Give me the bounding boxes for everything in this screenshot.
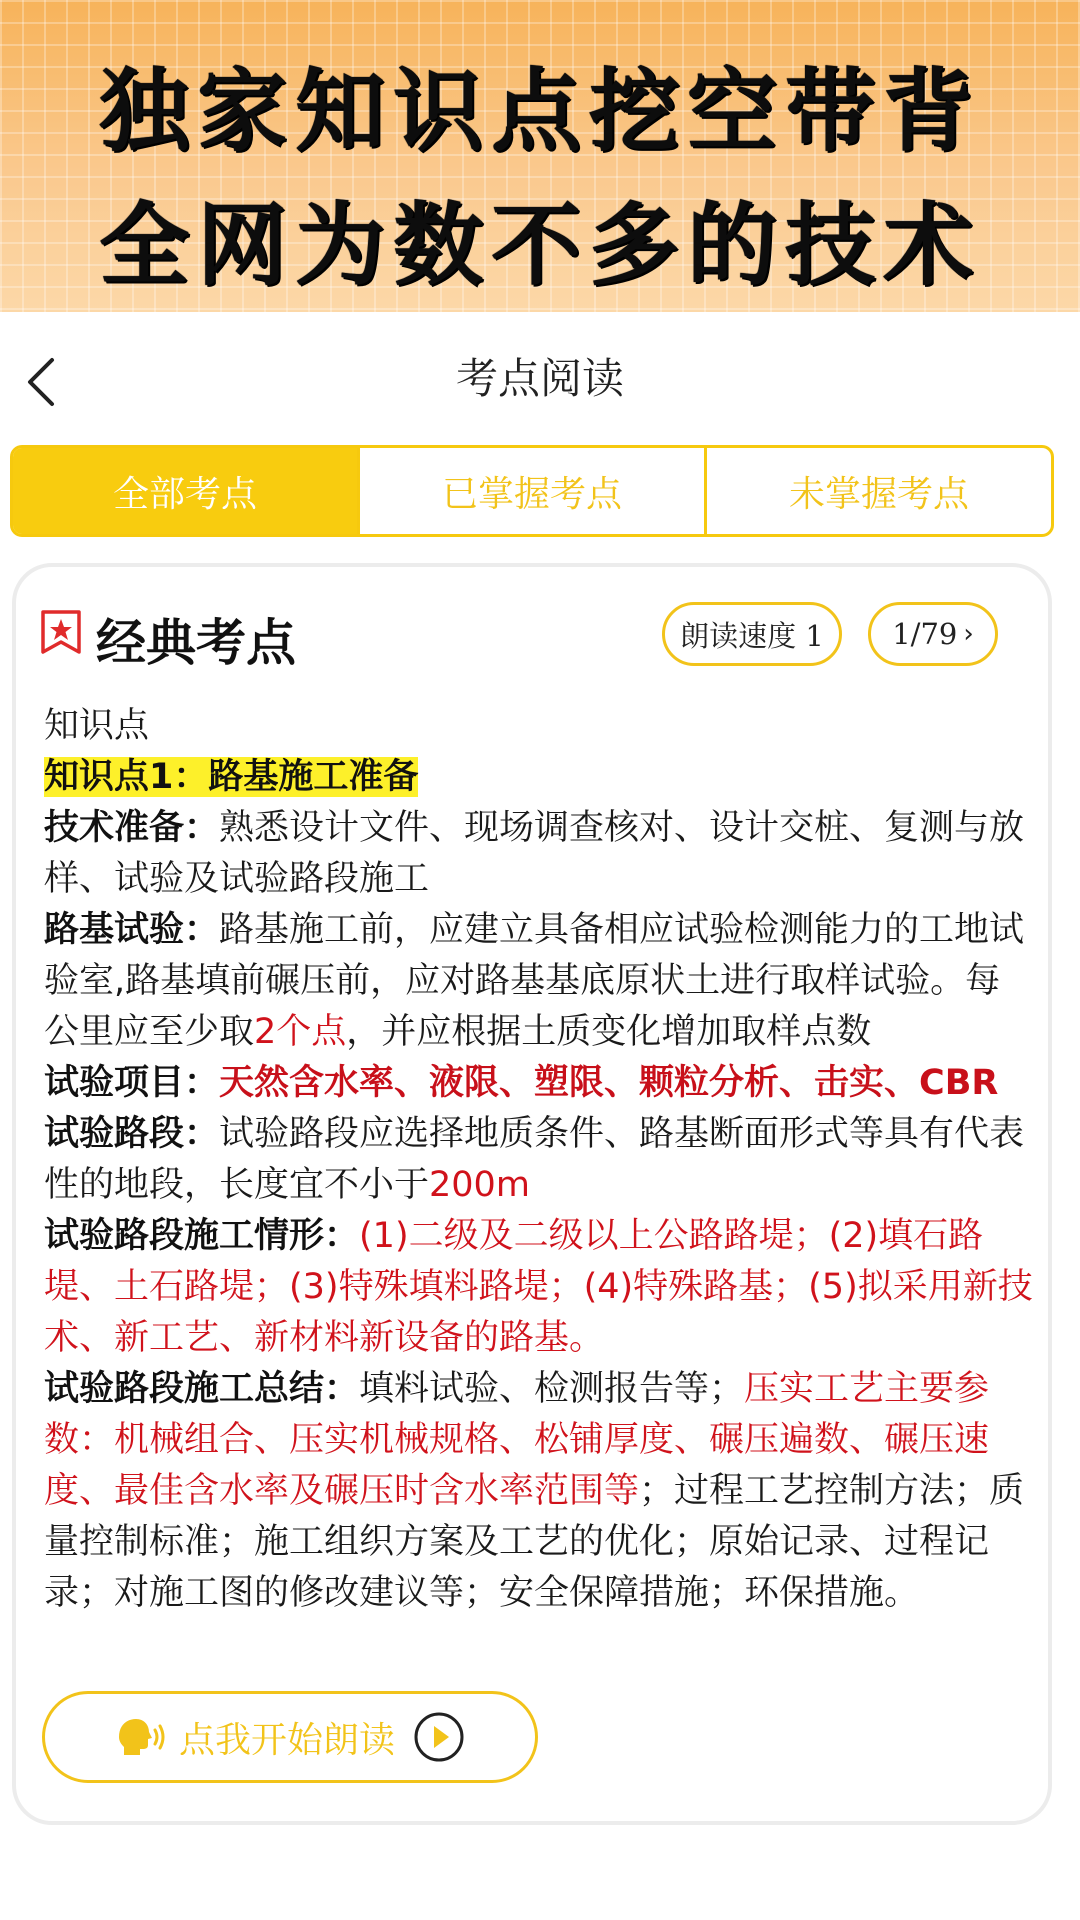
nav-bar [0,312,1080,442]
page-indicator-button[interactable] [868,602,998,666]
card-header [16,567,1048,697]
start-reading-label: 点我开始朗读 [178,1719,395,1761]
reading-speed-button[interactable]: 朗读速度 1 [662,602,842,666]
content-heading: 知识点 [44,706,150,746]
banner-headline-2: 全网为数不多的技术 [99,193,981,298]
start-reading-button[interactable] [42,1691,538,1783]
promo-banner [0,0,1080,312]
paragraph-test-section: 试验路段：试验路段应选择地质条件、路基断面形式等具有代表性的地段，长度宜不小于200m [44,1114,1025,1205]
card-title: 经典考点 [96,614,296,672]
page-title: 考点阅读 [455,354,624,403]
tab-mastered-points[interactable]: 已掌握考点 [357,448,704,534]
speaking-head-icon [115,1717,169,1757]
star-bookmark-icon [40,609,82,655]
play-circle-icon [413,1711,465,1763]
point-title: 知识点1：路基施工准备 [44,757,419,797]
paragraph-test-section-cases: 试验路段施工情形：(1)二级及二级以上公路路堤；(2)填石路堤、土石路堤；(3)特殊填料路堤；(4)特殊路基；(5)拟采用新技术、新工艺、新材料新设备的路基。 [44,1216,1033,1358]
paragraph-tech-prep: 技术准备：熟悉设计文件、现场调查核对、设计交桩、复测与放样、试验及试验路段施工 [44,808,1025,899]
page-indicator-label: 1/79 [892,617,958,651]
paragraph-test-items: 试验项目：天然含水率、液限、塑限、颗粒分析、击实、CBR [44,1063,999,1103]
chevron-right-icon: › [963,619,974,649]
tab-unmastered-points[interactable]: 未掌握考点 [704,448,1051,534]
reading-card [12,563,1052,1825]
filter-tabs [10,445,1054,537]
knowledge-content [44,701,1034,1619]
banner-headline-1: 独家知识点挖空带背 [99,59,981,164]
tab-all-points[interactable]: 全部考点 [13,448,357,534]
paragraph-roadbed-test: 路基试验：路基施工前，应建立具备相应试验检测能力的工地试验室,路基填前碾压前，应对路基基底原状土进行取样试验。每公里应至少取2个点，并应根据土质变化增加取样点数 [44,910,1025,1052]
paragraph-test-section-summary: 试验路段施工总结：填料试验、检测报告等；压实工艺主要参数：机械组合、压实机械规格、松铺厚度、碾压遍数、碾压速度、最佳含水率及碾压时含水率范围等；过程工艺控制方法；质量控制标准；施工组织方案及工艺的优化；原始记录、过程记录；对施工图的修改建议等；安全保障措施；环保措施。 [44,1369,1025,1613]
